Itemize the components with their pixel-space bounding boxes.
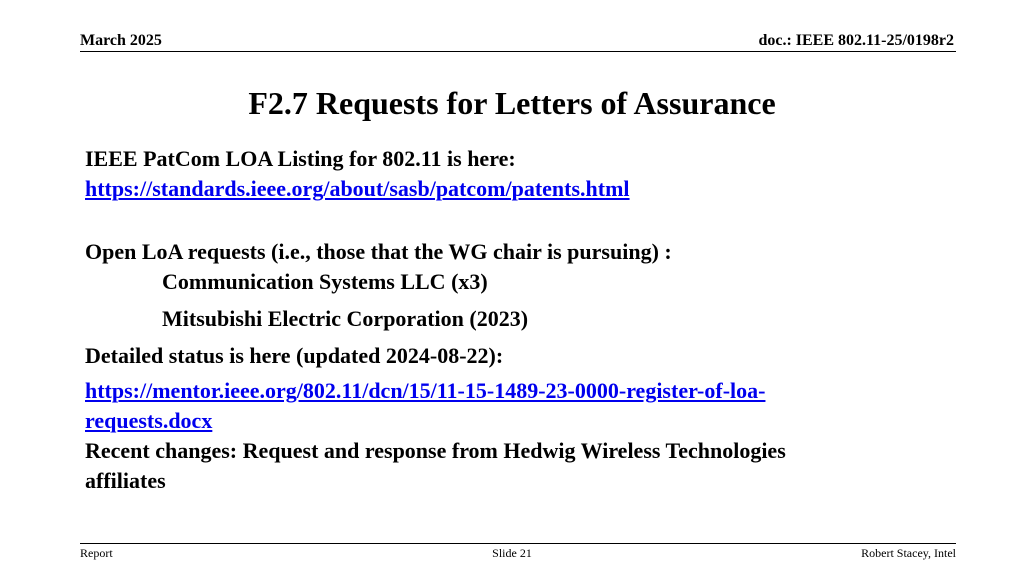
- register-of-loa-link[interactable]: [85, 376, 945, 436]
- register-link-part2: requests.docx: [85, 408, 213, 433]
- footer-slide-number: Slide 21: [492, 546, 532, 560]
- slide-body: [85, 144, 945, 496]
- header-doc-id: doc.: IEEE 802.11-25/0198r2: [758, 32, 954, 49]
- patcom-link[interactable]: https://standards.ieee.org/about/sasb/patcom/patents.html: [85, 176, 630, 201]
- recent-changes-text: Recent changes: Request and response from Hedwig Wireless Technologies: [85, 438, 786, 463]
- footer-left: Report: [80, 546, 113, 560]
- loa-item-communication-systems: Communication Systems LLC (x3): [162, 269, 488, 294]
- register-link-part1: https://mentor.ieee.org/802.11/dcn/15/11-15-1489-23-0000-register-of-loa-: [85, 378, 766, 403]
- open-loa-text: Open LoA requests (i.e., those that the WG chair is pursuing) :: [85, 239, 672, 264]
- slide-title: F2.7 Requests for Letters of Assurance: [248, 85, 776, 121]
- detailed-status-text: Detailed status is here (updated 2024-08-22):: [85, 343, 504, 368]
- recent-changes-text-cont: affiliates: [85, 468, 166, 493]
- footer-rule: [80, 543, 956, 544]
- header-date: March 2025: [80, 32, 162, 49]
- footer-author: Robert Stacey, Intel: [861, 546, 956, 560]
- loa-item-mitsubishi: Mitsubishi Electric Corporation (2023): [162, 306, 529, 331]
- patcom-listing-text: IEEE PatCom LOA Listing for 802.11 is here:: [85, 146, 516, 171]
- header-rule: [80, 51, 956, 52]
